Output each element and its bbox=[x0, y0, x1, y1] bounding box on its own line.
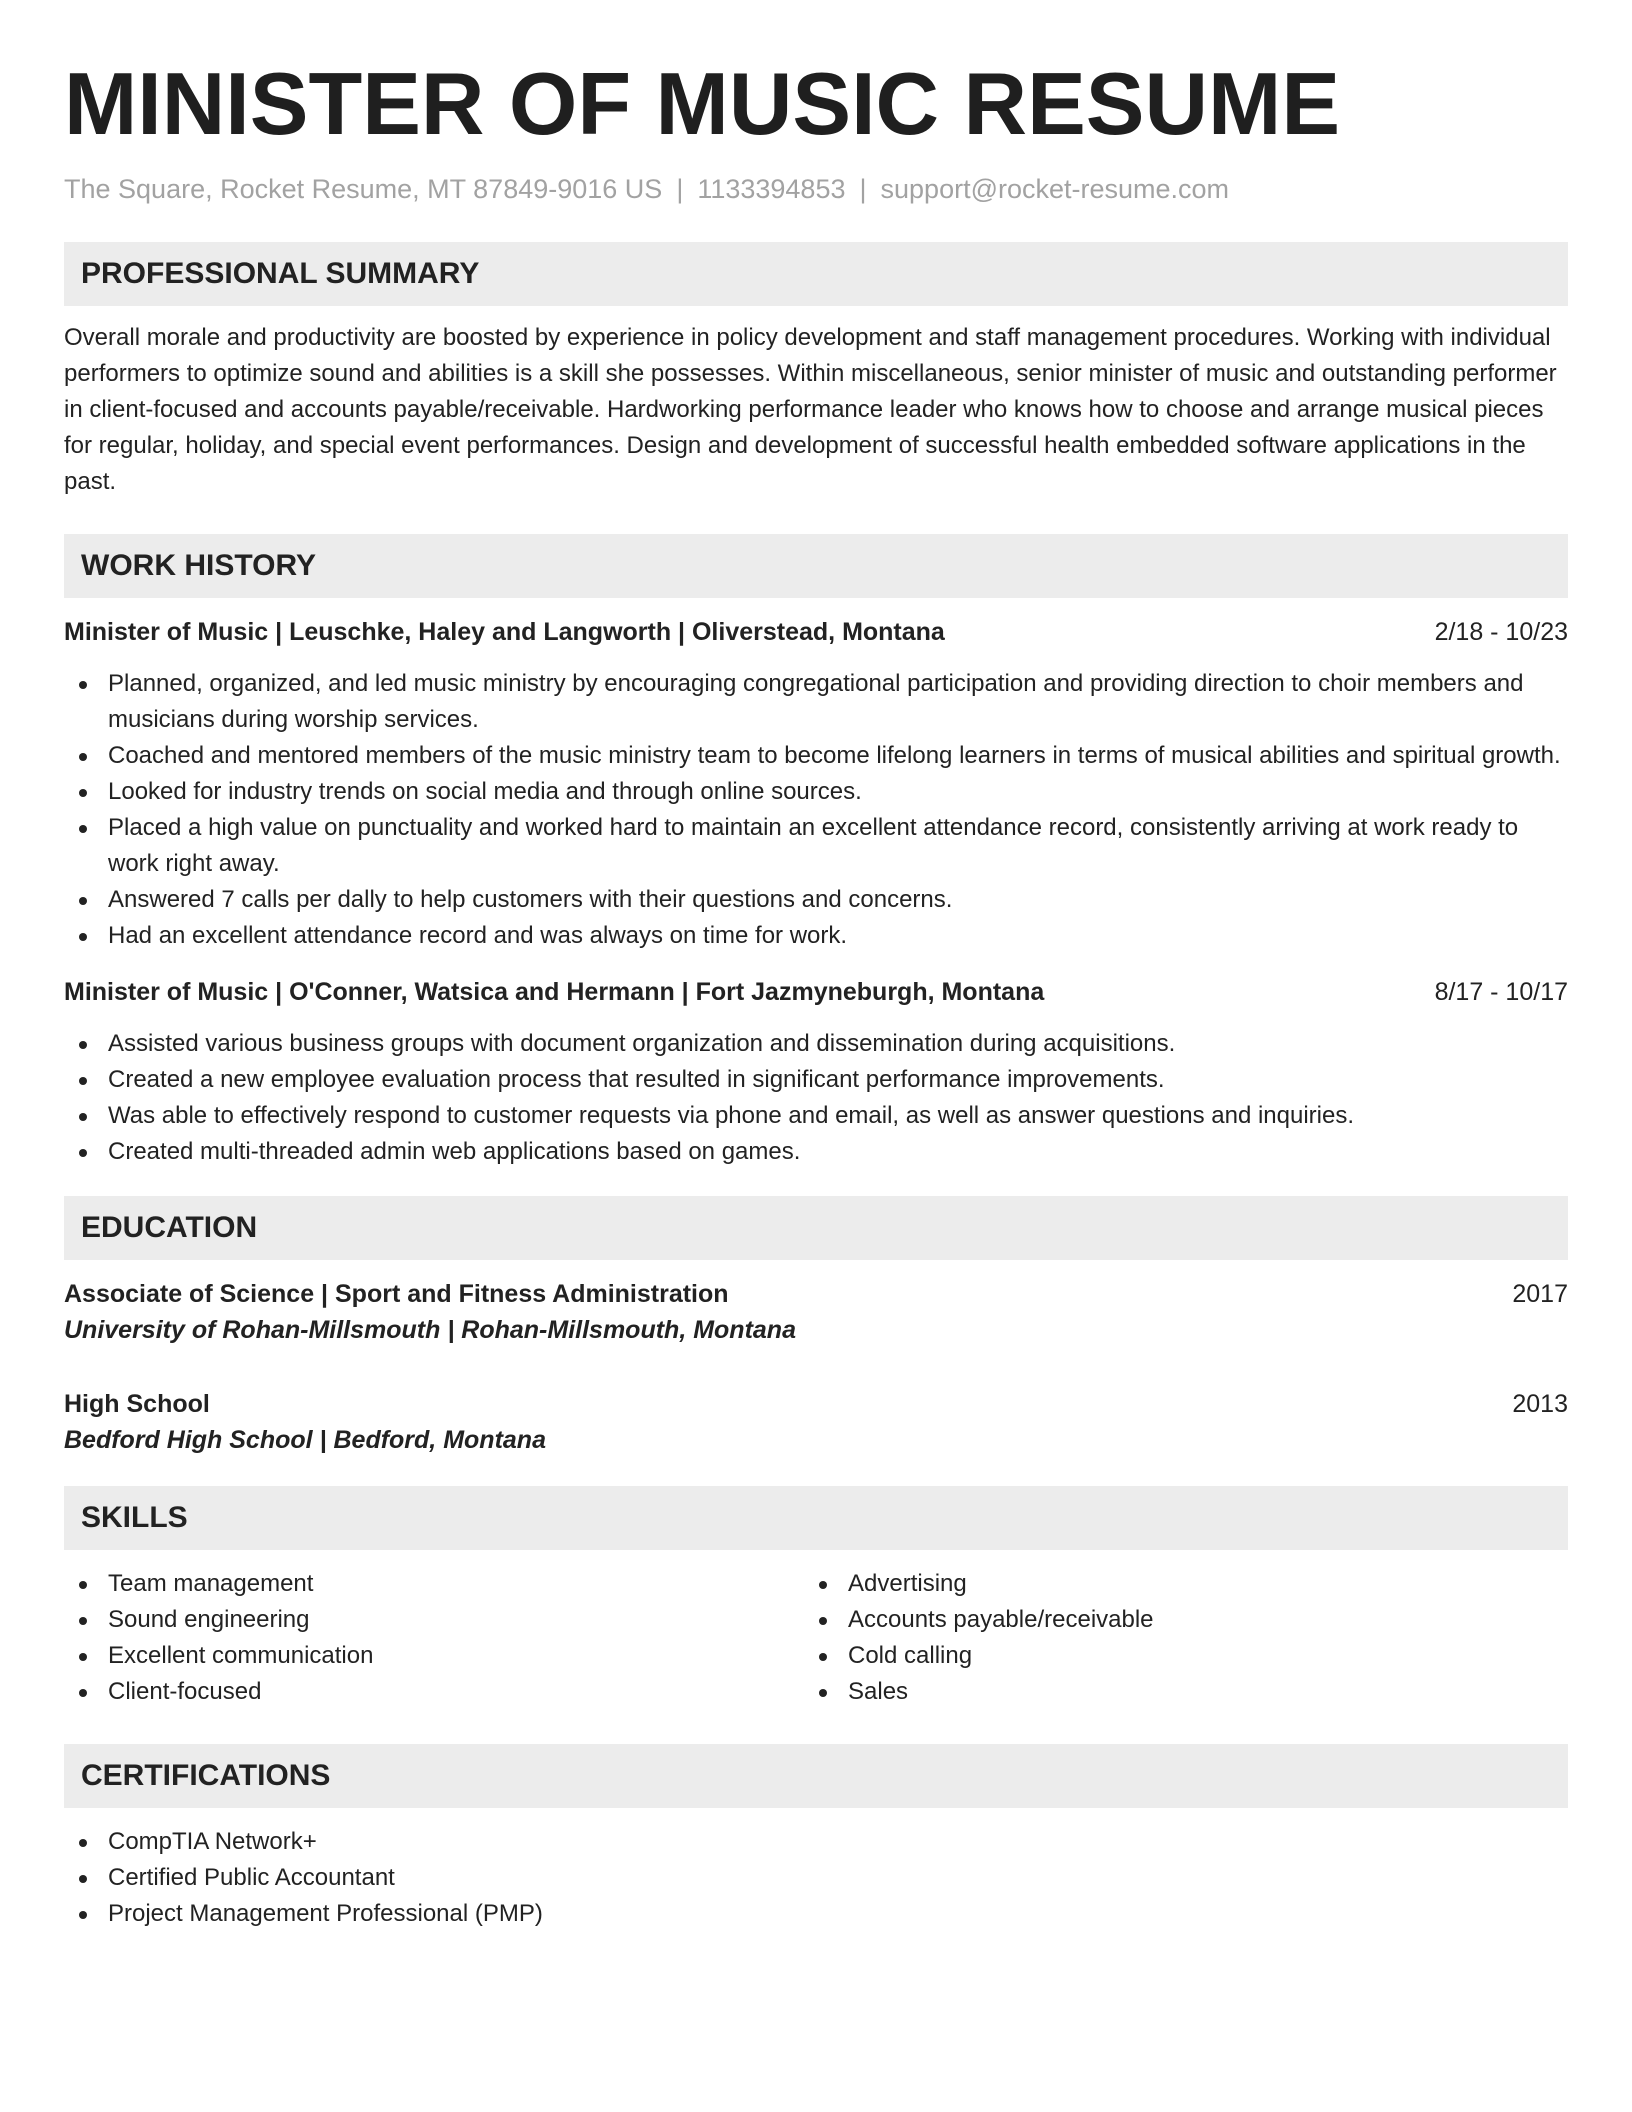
skill-item: Sales bbox=[804, 1674, 1544, 1710]
certification-item: Certified Public Accountant bbox=[64, 1860, 1568, 1896]
section-header-certifications: CERTIFICATIONS bbox=[64, 1744, 1568, 1808]
job-bullet: Coached and mentored members of the music ministry team to become lifelong learners in terms of musical abilities and spiritual growth. bbox=[64, 738, 1568, 774]
skill-item: Advertising bbox=[804, 1566, 1544, 1602]
job-bullet-list bbox=[64, 1026, 1568, 1170]
education-year: 2013 bbox=[1512, 1390, 1568, 1418]
job-entry bbox=[64, 974, 1568, 1170]
education-degree: Associate of Science | Sport and Fitness Administration bbox=[64, 1280, 729, 1308]
contact-address: The Square, Rocket Resume, MT 87849-9016 US bbox=[64, 174, 663, 204]
skills-columns bbox=[64, 1566, 1568, 1710]
job-bullet: Assisted various business groups with document organization and dissemination during acquisitions. bbox=[64, 1026, 1568, 1062]
skills-list-left bbox=[64, 1566, 804, 1710]
job-bullet: Had an excellent attendance record and was always on time for work. bbox=[64, 918, 1568, 954]
job-header bbox=[64, 614, 1568, 650]
skills-list-right bbox=[804, 1566, 1544, 1710]
contact-email: support@rocket-resume.com bbox=[880, 174, 1230, 204]
skill-item: Team management bbox=[64, 1566, 804, 1602]
job-bullet-list bbox=[64, 666, 1568, 954]
job-bullet: Planned, organized, and led music ministry by encouraging congregational participation and providing direction to choir members and musicians during worship services. bbox=[64, 666, 1568, 738]
section-header-education: EDUCATION bbox=[64, 1196, 1568, 1260]
certification-item: CompTIA Network+ bbox=[64, 1824, 1568, 1860]
job-bullet: Was able to effectively respond to customer requests via phone and email, as well as answer questions and inquiries. bbox=[64, 1098, 1568, 1134]
section-header-summary: PROFESSIONAL SUMMARY bbox=[64, 242, 1568, 306]
education-degree: High School bbox=[64, 1390, 210, 1418]
certification-item: Project Management Professional (PMP) bbox=[64, 1896, 1568, 1932]
job-header bbox=[64, 974, 1568, 1010]
education-entry bbox=[64, 1276, 1568, 1348]
skill-item: Cold calling bbox=[804, 1638, 1544, 1674]
contact-phone: 1133394853 bbox=[697, 174, 846, 204]
contact-line bbox=[64, 172, 1568, 206]
contact-separator: | bbox=[859, 174, 867, 204]
education-year: 2017 bbox=[1512, 1280, 1568, 1308]
section-header-skills: SKILLS bbox=[64, 1486, 1568, 1550]
job-dates: 8/17 - 10/17 bbox=[1434, 978, 1568, 1006]
education-school: Bedford High School | Bedford, Montana bbox=[64, 1426, 546, 1454]
education-header bbox=[64, 1386, 1568, 1422]
job-bullet: Created multi-threaded admin web applications based on games. bbox=[64, 1134, 1568, 1170]
job-dates: 2/18 - 10/23 bbox=[1434, 618, 1568, 646]
job-bullet: Answered 7 calls per dally to help customers with their questions and concerns. bbox=[64, 882, 1568, 918]
skill-item: Client-focused bbox=[64, 1674, 804, 1710]
skill-item: Sound engineering bbox=[64, 1602, 804, 1638]
job-title: Minister of Music | O'Conner, Watsica and Hermann | Fort Jazmyneburgh, Montana bbox=[64, 978, 1045, 1006]
resume-title: MINISTER OF MUSIC RESUME bbox=[64, 54, 1341, 153]
education-header bbox=[64, 1276, 1568, 1312]
job-bullet: Created a new employee evaluation process that resulted in significant performance improvements. bbox=[64, 1062, 1568, 1098]
summary-paragraph: Overall morale and productivity are boosted by experience in policy development and staff management procedures. Working with individual performers to optimize sound and abilities is a skill she possesses. Within miscellaneous, senior minister of music and outstanding performer in client-focused and accounts payable/receivable. Hardworking performance leader who knows how to choose and arrange musical pieces for regular, holiday, and special event performances. Design and development of successful health embedded software applications in the past. bbox=[64, 324, 1557, 495]
contact-separator: | bbox=[676, 174, 684, 204]
education-entry bbox=[64, 1386, 1568, 1458]
section-header-work-history: WORK HISTORY bbox=[64, 534, 1568, 598]
job-bullet: Placed a high value on punctuality and worked hard to maintain an excellent attendance record, consistently arriving at work ready to work right away. bbox=[64, 810, 1568, 882]
resume-page bbox=[64, 54, 1568, 1932]
education-school: University of Rohan-Millsmouth | Rohan-Millsmouth, Montana bbox=[64, 1316, 796, 1344]
job-entry bbox=[64, 614, 1568, 954]
skill-item: Accounts payable/receivable bbox=[804, 1602, 1544, 1638]
job-title: Minister of Music | Leuschke, Haley and Langworth | Oliverstead, Montana bbox=[64, 618, 945, 646]
skill-item: Excellent communication bbox=[64, 1638, 804, 1674]
certifications-list bbox=[64, 1824, 1568, 1932]
job-bullet: Looked for industry trends on social media and through online sources. bbox=[64, 774, 1568, 810]
